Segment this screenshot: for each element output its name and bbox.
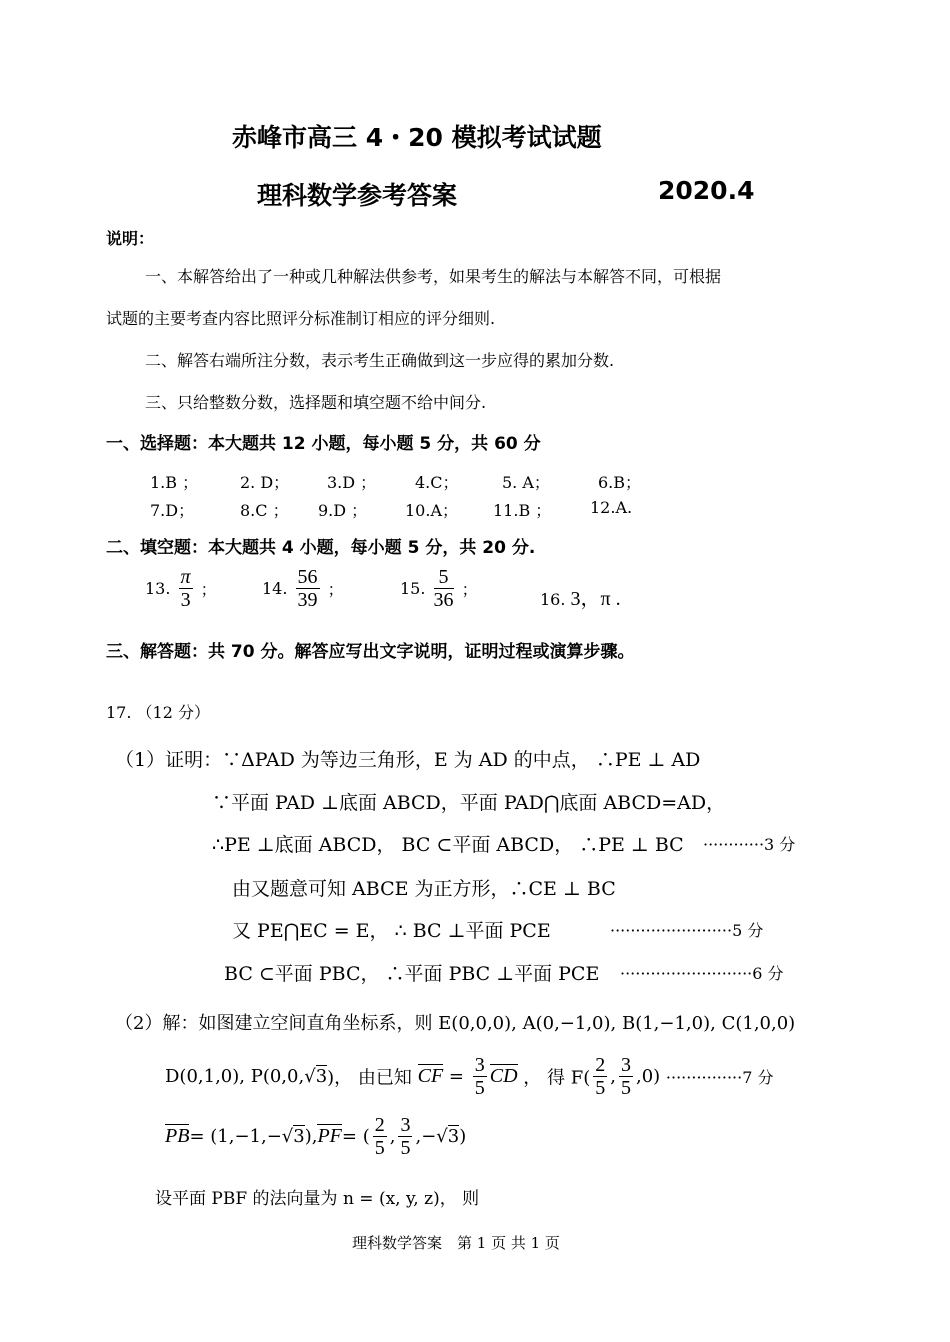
note-2: 二、解答右端所注分数，表示考生正确做到这一步应得的累加分数. (145, 351, 615, 370)
title-line-1: 赤峰市高三 4・20 模拟考试试题 (232, 123, 602, 152)
numerator: 2 (374, 1114, 385, 1136)
vector: PF (317, 1125, 342, 1147)
text: ， 得 F( (523, 1067, 591, 1089)
mc-answer: 9.D ； (318, 501, 368, 520)
fraction (434, 566, 454, 611)
numerator: 3 (474, 1054, 485, 1076)
vector: PB (165, 1125, 190, 1147)
denominator: 5 (620, 1077, 631, 1099)
solution-line-4: 设平面 PBF 的法向量为 n = (x, y, z)， 则 (155, 1189, 480, 1209)
fraction (473, 1054, 487, 1099)
fill-answer-13 (145, 566, 217, 611)
note-3: 三、只给整数分数，选择题和填空题不给中间分. (145, 393, 487, 412)
text: ,0) (635, 1066, 661, 1087)
proof-line-2: ∵平面 PAD ⊥底面 ABCD，平面 PAD⋂底面 ABCD=AD， (212, 792, 726, 814)
numerator: 2 (595, 1054, 606, 1076)
section-2-heading: 二、填空题：本大题共 4 小题，每小题 5 分，共 20 分. (106, 538, 536, 558)
fill-number: 15. (400, 579, 426, 598)
fraction (373, 1114, 387, 1159)
fill-answer-14 (262, 566, 344, 611)
notes-label: 说明： (106, 229, 155, 248)
mc-answer: 5. A； (502, 473, 550, 492)
vector: CF (417, 1065, 444, 1087)
mc-answer: 10.A； (405, 501, 459, 520)
mc-answer: 1.B ； (150, 473, 199, 492)
date: 2020.4 (658, 176, 755, 205)
denominator: 3 (180, 589, 191, 611)
fraction (296, 566, 320, 611)
note-1-line-a: 一、本解答给出了一种或几种解法供参考，如果考生的解法与本解答不同，可根据 (145, 267, 722, 286)
score: ···············7 分 (665, 1068, 774, 1087)
mc-answer: 3.D ； (327, 473, 377, 492)
mc-answer: 7.D； (150, 501, 195, 520)
sqrt-value: 3 (315, 1066, 328, 1087)
sqrt-value: 3 (447, 1126, 460, 1147)
denominator: 5 (595, 1077, 606, 1099)
numerator: 56 (297, 566, 318, 588)
section-3-heading: 三、解答题：共 70 分。解答应写出文字说明，证明过程或演算步骤。 (106, 642, 635, 662)
fill-answer-16 (540, 582, 621, 611)
text: = ( (341, 1126, 370, 1147)
problem-17-heading: 17. （12 分） (106, 703, 210, 722)
fill-number: 14. (262, 579, 288, 598)
equals: = (448, 1066, 465, 1087)
mc-answer: 11.B ； (493, 501, 552, 520)
vector: CD (489, 1065, 518, 1087)
note-1-line-b: 试题的主要考查内容比照评分标准制订相应的评分细则. (106, 309, 496, 328)
solution-line-3: PB= (1,−1,−√3),PF= ( $\frac{2}{5}$ , $\frac{3}{5}$ ,−√3) (165, 1114, 467, 1159)
fraction (398, 1114, 412, 1159)
separator: ； (200, 580, 217, 599)
mc-answer: 6.B； (598, 473, 642, 492)
proof-line-6: BC ⊂平面 PBC， ∴平面 PBC ⊥平面 PCE (224, 963, 600, 985)
text: )， 由已知 (327, 1067, 412, 1089)
separator: ； (461, 580, 478, 599)
denominator: 39 (297, 589, 318, 611)
title-line-2: 理科数学参考答案 (257, 181, 458, 210)
text: ) (459, 1126, 467, 1147)
page-footer: 理科数学答案 第 1 页 共 1 页 (352, 1234, 560, 1252)
text: ,− (415, 1126, 437, 1147)
solution-line-2: D(0,1,0), P(0,0,√3)， 由已知 CF = $\frac{3}{5}$ CD ， 得 F( $\frac{2}{5}$ , $\frac{3}{5}$ ,0) ···············7 分 (165, 1054, 774, 1099)
solution-line-1: （2）解：如图建立空间直角坐标系，则 E(0,0,0), A(0,−1,0), B(1,−1,0), C(1,0,0) (115, 1013, 796, 1034)
fraction (619, 1054, 633, 1099)
denominator: 36 (433, 589, 454, 611)
comma: , (389, 1126, 396, 1147)
text: ), (304, 1126, 318, 1147)
score: ························5 分 (610, 921, 764, 940)
mc-answer: 4.C； (415, 473, 459, 492)
mc-answer: 2. D； (240, 473, 290, 492)
denominator: 5 (400, 1137, 411, 1159)
numerator: 5 (434, 566, 454, 589)
fill-number: 13. (145, 579, 171, 598)
score: ············3 分 (703, 835, 796, 854)
proof-line-4: 由又题意可知 ABCE 为正方形，∴CE ⊥ BC (232, 878, 616, 900)
comma: , (610, 1066, 616, 1087)
numerator: 3 (620, 1054, 631, 1076)
numerator: π (180, 566, 191, 588)
denominator: 5 (374, 1137, 385, 1159)
fill-number: 16. (540, 590, 566, 609)
fill-answer-15 (400, 566, 478, 611)
separator: ； (327, 580, 344, 599)
numerator: 3 (400, 1114, 411, 1136)
fraction (593, 1054, 607, 1099)
proof-line-1: （1）证明：∵ΔPAD 为等边三角形，E 为 AD 的中点， ∴PE ⊥ AD (115, 749, 701, 771)
denominator: 5 (474, 1077, 485, 1099)
fraction (179, 566, 193, 611)
score: ··························6 分 (620, 964, 784, 983)
sqrt-value: 3 (293, 1126, 305, 1147)
proof-line-5: 又 PE⋂EC = E， ∴ BC ⊥平面 PCE (232, 920, 551, 942)
mc-answer: 12.A. (590, 498, 633, 517)
proof-line-3: ∴PE ⊥底面 ABCD， BC ⊂平面 ABCD， ∴PE ⊥ BC (212, 834, 684, 856)
text: = (1,−1,− (189, 1126, 282, 1147)
text: D(0,1,0), P(0,0, (165, 1066, 305, 1087)
mc-answer: 8.C ； (240, 501, 289, 520)
fill-value: 3，π . (570, 588, 621, 610)
section-1-heading: 一、选择题：本大题共 12 小题，每小题 5 分，共 60 分 (106, 434, 541, 454)
